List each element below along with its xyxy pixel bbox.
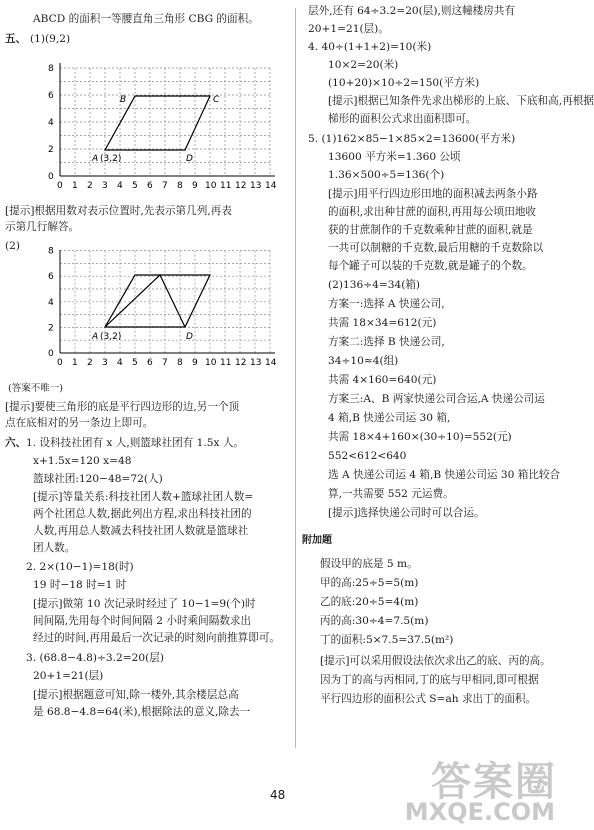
answer-text: 552<612<640 — [328, 450, 407, 462]
answer-text: 篮球社团:120−48=72(人) — [33, 473, 163, 485]
y-tick-label: 0 — [48, 172, 54, 182]
answer-text: 丙的高:30÷4=7.5(m) — [320, 615, 429, 627]
answer-text: (2)136÷4=34(箱) — [328, 279, 421, 291]
x-tick-label: 2 — [87, 181, 93, 191]
x-tick-label: 13 — [250, 181, 262, 191]
x-tick-label: 14 — [265, 358, 277, 368]
x-tick-label: 6 — [147, 358, 153, 368]
x-tick-label: 10 — [205, 181, 217, 191]
x-tick-label: 14 — [265, 181, 277, 191]
y-tick-label: 2 — [48, 145, 54, 155]
x-tick-label: 4 — [117, 358, 123, 368]
x-tick-label: 4 — [117, 181, 123, 191]
answer-text: 方案三:A、B 两家快递公司合运,A 快递公司运 — [328, 393, 545, 405]
hint-line: 经过的时间,再用最后一次记录的时刻向前推算即可。 — [33, 632, 281, 644]
hint-line: 点在底相对的另一条边上即可。 — [5, 417, 154, 429]
hint-line: 两个社团总人数,据此列出方程,求出科技社团的 — [33, 508, 252, 520]
y-tick-label: 2 — [48, 323, 54, 334]
hint-line: [提示]根据已知条件先求出梯形的上底、下底和高,再根据 — [328, 95, 594, 107]
note: (答案不唯一) — [8, 383, 63, 394]
y-tick-label: 8 — [48, 64, 54, 74]
answer-text: 1.36×500÷5=136(个) — [328, 169, 445, 181]
question-label: 六、 — [5, 437, 27, 449]
answer-text: 算,一共需要 552 元运费。 — [328, 488, 454, 500]
y-tick-label: 8 — [48, 246, 54, 257]
y-tick-label: 4 — [48, 118, 54, 128]
x-tick-label: 3 — [102, 358, 108, 368]
point-coord-a: (3,2) — [100, 332, 122, 342]
answer-text: 2. 2×(10−1)=18(时) — [26, 561, 134, 573]
x-tick-label: 13 — [250, 358, 262, 368]
x-tick-label: 5 — [132, 358, 138, 368]
hint-line: [提示]可以采用假设法依次求出乙的底、丙的高。 — [320, 655, 551, 667]
x-tick-label: 0 — [57, 181, 63, 191]
column-divider — [295, 8, 296, 748]
point-label-c: C — [213, 95, 220, 105]
x-tick-label: 9 — [192, 358, 198, 368]
point-label-a: A — [92, 332, 99, 342]
hint-line: 获的甘蔗制作的千克数乘种甘蔗的面积,就是 — [328, 224, 533, 236]
question-label: 五、 — [5, 33, 27, 45]
answer-text: (10+20)×10÷2=150(平方米) — [328, 77, 480, 89]
hint-line: 的面积,求出种甘蔗的面积,再用每公顷田地收 — [328, 206, 537, 218]
hint-line: 是 68.8−4.8=64(米),根据除法的意义,除去一 — [33, 706, 251, 718]
answer-text: (2) — [5, 240, 21, 252]
hint-line: [提示]选择快递公司时可以合运。 — [328, 507, 485, 519]
x-tick-label: 12 — [235, 181, 247, 191]
answer-text: 10×2=20(米) — [328, 59, 399, 71]
answer-text: 乙的底:20÷5=4(m) — [320, 596, 419, 608]
x-tick-label: 8 — [177, 181, 183, 191]
x-tick-label: 9 — [192, 181, 198, 191]
answer-text: 34÷10≈4(组) — [328, 355, 399, 367]
x-tick-label: 10 — [205, 358, 217, 368]
point-coord-a: (3,2) — [100, 154, 122, 164]
y-tick-label: 0 — [48, 349, 54, 359]
hint-line: 示第几行解答。 — [5, 221, 80, 233]
answer-text: 共需 18×4+160×(30÷10)=552(元) — [328, 431, 512, 443]
hint-line: 每个罐子可以装的千克数,就是罐子的个数。 — [328, 260, 533, 272]
hint-line: [提示]根据用数对表示位置时,先表示第几列,再表 — [5, 205, 232, 217]
x-tick-label: 6 — [147, 181, 153, 191]
page-number: 48 — [270, 788, 286, 802]
x-tick-label: 7 — [162, 181, 168, 191]
grid-graph-1 — [40, 58, 290, 208]
hint-line: 梯形的面积公式求出面积即可。 — [328, 113, 477, 125]
x-tick-label: 8 — [177, 358, 183, 368]
y-tick-label: 4 — [48, 297, 54, 308]
point-label-d: D — [186, 154, 193, 164]
answer-text: 方案二:选择 B 快递公司, — [328, 336, 445, 348]
hint-line: [提示]等量关系:科技社团人数+篮球社团人数= — [33, 491, 254, 503]
x-tick-label: 3 — [102, 181, 108, 191]
text-line: ABCD 的面积一等腰直角三角形 CBG 的面积。 — [33, 13, 259, 25]
answer-text: 20+1=21(层) — [33, 670, 104, 682]
answer-text: x+1.5x=120 x=48 — [33, 455, 132, 467]
parallelogram — [105, 275, 210, 327]
answer-text: 19 时−18 时=1 时 — [33, 579, 127, 591]
hint-line: 间间隔,先用每个时间间隔 2 小时乘间隔数求出 — [33, 615, 252, 627]
x-tick-label: 5 — [132, 181, 138, 191]
point-label-d: D — [186, 332, 193, 342]
answer-text: 5. (1)162×85−1×85×2=13600(平方米) — [308, 133, 516, 145]
x-tick-label: 2 — [87, 358, 93, 368]
x-tick-label: 1 — [72, 358, 78, 368]
x-tick-label: 1 — [72, 181, 78, 191]
answer-text: (1)(9,2) — [30, 33, 71, 45]
hint-line: 一共可以制糖的千克数,最后用糖的千克数除以 — [328, 242, 544, 254]
answer-text: 选 A 快递公司运 4 箱,B 快递公司运 30 箱比较合 — [328, 469, 561, 481]
triangle — [105, 275, 185, 327]
answer-text: 假设甲的底是 5 m。 — [320, 558, 418, 570]
answer-text: 共需 18×34=612(元) — [328, 317, 437, 329]
bonus-title: 附加题 — [302, 535, 332, 546]
watermark-site: MXQE.COM — [404, 798, 555, 826]
hint-line: 平行四边形的面积公式 S=ah 求出丁的面积。 — [320, 693, 537, 705]
answer-text: 方案一:选择 A 快递公司, — [328, 298, 445, 310]
hint-line: [提示]要使三角形的底是平行四边形的边,另一个顶 — [5, 401, 240, 413]
answer-text: 甲的高:25÷5=5(m) — [320, 577, 419, 589]
x-tick-label: 12 — [235, 358, 247, 368]
answer-text: 丁的面积:5×7.5=37.5(m²) — [320, 634, 454, 646]
watermark-logo: 答案圈 — [431, 759, 557, 805]
grid-graph-2 — [40, 245, 290, 375]
answer-text: 共需 4×160=640(元) — [328, 374, 437, 386]
answer-text: 层外,还有 64÷3.2=20(层),则这幢楼房共有 — [308, 5, 516, 17]
answer-text: 4. 40÷(1+1+2)=10(米) — [308, 41, 432, 53]
x-tick-label: 0 — [57, 358, 63, 368]
y-tick-label: 6 — [48, 91, 54, 101]
hint-line: [提示]用平行四边形田地的面积减去两条小路 — [328, 188, 538, 200]
x-tick-label: 11 — [220, 181, 232, 191]
hint-line: 因为丁的高与丙相同,丁的底与甲相同,即可根据 — [320, 674, 539, 686]
answer-text: 13600 平方米=1.360 公顷 — [328, 151, 461, 163]
answer-text: 4 箱,B 快递公司运 30 箱, — [328, 412, 451, 424]
answer-text: 20+1=21(层)。 — [308, 23, 389, 35]
hint-line: [提示]做第 10 次记录时经过了 10−1=9(个)时 — [33, 598, 256, 610]
x-tick-label: 7 — [162, 358, 168, 368]
x-tick-label: 11 — [220, 358, 232, 368]
y-tick-label: 6 — [48, 272, 54, 283]
hint-line: 人数,再用总人数减去科技社团人数就是篮球社 — [33, 525, 249, 537]
answer-text: 3. (68.8−4.8)÷3.2=20(层) — [26, 652, 164, 664]
hint-line: 团人数。 — [33, 542, 76, 554]
hint-line: [提示]根据题意可知,除一楼外,其余楼层总高 — [33, 689, 239, 701]
point-label-a: A — [92, 154, 99, 164]
answer-text: 1. 设科技社团有 x 人,则篮球社团有 1.5x 人。 — [26, 437, 245, 449]
point-label-b: B — [120, 95, 127, 105]
